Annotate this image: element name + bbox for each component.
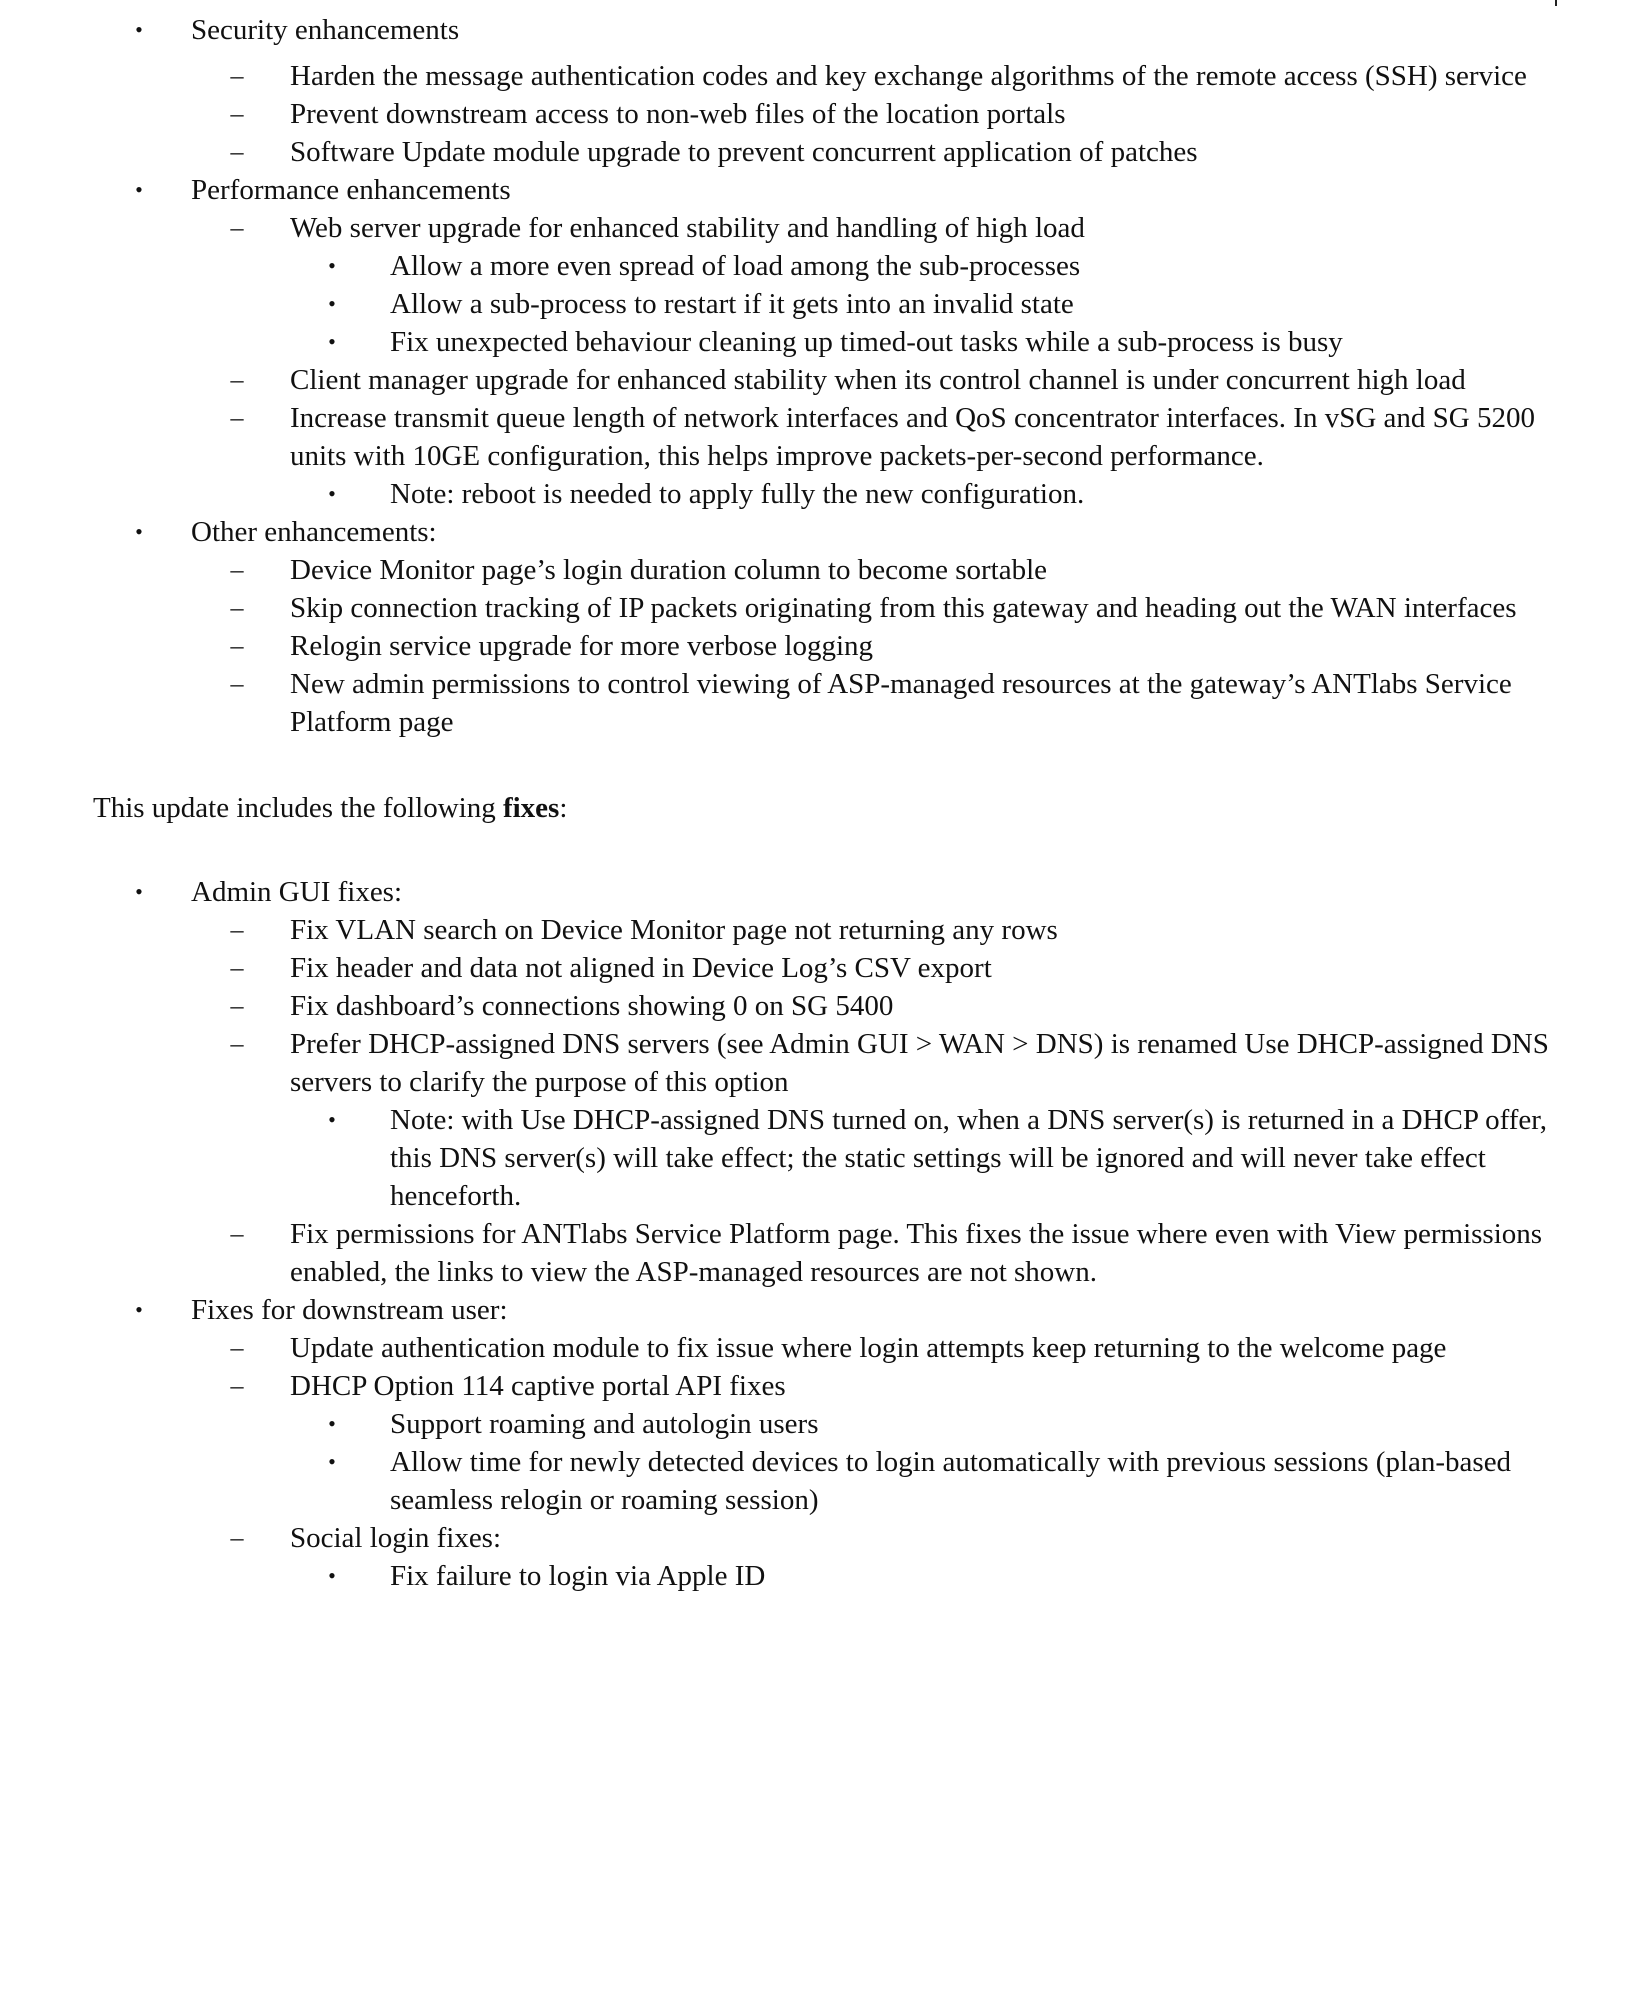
list-item	[0, 911, 1652, 949]
list-item-downstream	[0, 1291, 1652, 1329]
list-item-admin-gui	[0, 873, 1652, 911]
list-item	[0, 209, 1652, 247]
list-item	[0, 95, 1652, 133]
list-item	[0, 551, 1652, 589]
sub-list-item	[0, 1443, 1652, 1519]
bullet-icon: •	[328, 481, 336, 506]
item-text: Harden the message authentication codes and key exchange algorithms of the remote access (SSH) service	[290, 60, 1527, 92]
bullet-icon: •	[328, 1449, 336, 1474]
list-item	[0, 1025, 1652, 1101]
item-text: Social login fixes:	[290, 1522, 502, 1554]
item-text: Client manager upgrade for enhanced stability when its control channel is under concurrent high load	[290, 364, 1466, 396]
sub-item-text: Support roaming and autologin users	[390, 1408, 819, 1440]
list-item-other	[0, 513, 1652, 551]
dash-icon: –	[230, 1029, 244, 1058]
dash-icon: –	[230, 953, 244, 982]
bullet-icon: •	[135, 879, 143, 904]
dash-icon: –	[230, 61, 244, 90]
item-text: Fix permissions for ANTlabs Service Platform page. This fixes the issue where even with View permissions enabled, the links to view the ASP-managed resources are not shown.	[290, 1218, 1543, 1288]
sub-list-item	[0, 1101, 1652, 1215]
dash-icon: –	[230, 669, 244, 698]
list-item	[0, 399, 1652, 475]
bullet-icon: •	[135, 519, 143, 544]
item-text: Skip connection tracking of IP packets originating from this gateway and heading out the WAN interfaces	[290, 592, 1517, 624]
list-item	[0, 1367, 1652, 1405]
section-label: Other enhancements:	[191, 516, 437, 548]
dash-icon: –	[230, 631, 244, 660]
item-text: Prevent downstream access to non-web files of the location portals	[290, 98, 1066, 130]
sub-item-text: Allow a sub-process to restart if it gets into an invalid state	[390, 288, 1074, 320]
item-text: New admin permissions to control viewing of ASP-managed resources at the gateway’s ANTlabs Service Platform page	[290, 668, 1512, 738]
page-corner-mark	[1555, 0, 1557, 6]
list-item	[0, 361, 1652, 399]
list-item	[0, 949, 1652, 987]
item-text: Fix VLAN search on Device Monitor page not returning any rows	[290, 914, 1058, 946]
dash-icon: –	[230, 137, 244, 166]
list-item	[0, 1519, 1652, 1557]
sub-item-text: Note: with Use DHCP-assigned DNS turned on, when a DNS server(s) is returned in a DHCP offer, this DNS server(s) will take effect; the static settings will be ignored and will never take effect henceforth.	[390, 1104, 1548, 1212]
bullet-icon: •	[135, 177, 143, 202]
list-item	[0, 1215, 1652, 1291]
item-text: Software Update module upgrade to prevent concurrent application of patches	[290, 136, 1198, 168]
section-label: Admin GUI fixes:	[191, 876, 403, 908]
bullet-icon: •	[135, 17, 143, 42]
item-text: Fix header and data not aligned in Device Log’s CSV export	[290, 952, 992, 984]
sub-list-item	[0, 285, 1652, 323]
sub-item-text: Note: reboot is needed to apply fully the new configuration.	[390, 478, 1085, 510]
item-text: Fix dashboard’s connections showing 0 on SG 5400	[290, 990, 894, 1022]
bullet-icon: •	[328, 291, 336, 316]
item-text: Web server upgrade for enhanced stability and handling of high load	[290, 212, 1085, 244]
section-label: Fixes for downstream user:	[191, 1294, 508, 1326]
dash-icon: –	[230, 1371, 244, 1400]
bullet-icon: •	[328, 253, 336, 278]
enhancements-list	[0, 11, 1652, 741]
sub-item-text: Allow a more even spread of load among the sub-processes	[390, 250, 1081, 282]
bullet-icon: •	[328, 1563, 336, 1588]
list-item	[0, 1329, 1652, 1367]
item-text: DHCP Option 114 captive portal API fixes	[290, 1370, 786, 1402]
bullet-icon: •	[328, 1411, 336, 1436]
bullet-icon: •	[328, 1107, 336, 1132]
list-item	[0, 665, 1652, 741]
dash-icon: –	[230, 213, 244, 242]
section-label: Performance enhancements	[191, 174, 511, 206]
item-text: Relogin service upgrade for more verbose logging	[290, 630, 874, 662]
sub-list-item	[0, 247, 1652, 285]
dash-icon: –	[230, 365, 244, 394]
dash-icon: –	[230, 593, 244, 622]
fixes-intro-suffix: :	[559, 792, 568, 824]
section-label: Security enhancements	[191, 14, 460, 46]
dash-icon: –	[230, 991, 244, 1020]
list-item-security	[0, 11, 1652, 49]
dash-icon: –	[230, 99, 244, 128]
sub-item-text: Fix unexpected behaviour cleaning up timed-out tasks while a sub-process is busy	[390, 326, 1343, 358]
sub-list-item	[0, 1557, 1652, 1595]
dash-icon: –	[230, 1333, 244, 1362]
item-text: Prefer DHCP-assigned DNS servers (see Admin GUI > WAN > DNS) is renamed Use DHCP-assigned DNS servers to clarify the purpose of this option	[290, 1028, 1549, 1098]
fixes-intro	[0, 789, 1652, 827]
dash-icon: –	[230, 1219, 244, 1248]
fixes-list	[0, 873, 1652, 1595]
sub-item-text: Fix failure to login via Apple ID	[390, 1560, 766, 1592]
list-item-performance	[0, 171, 1652, 209]
sub-list-item	[0, 1405, 1652, 1443]
list-item	[0, 57, 1652, 95]
sub-list-item	[0, 323, 1652, 361]
fixes-intro-prefix: This update includes the following	[93, 792, 503, 824]
list-item	[0, 589, 1652, 627]
bullet-icon: •	[328, 329, 336, 354]
bullet-icon: •	[135, 1297, 143, 1322]
item-text: Increase transmit queue length of network interfaces and QoS concentrator interfaces. In vSG and SG 5200 units with 10GE configuration, this helps improve packets-per-second performance.	[290, 402, 1535, 472]
dash-icon: –	[230, 915, 244, 944]
dash-icon: –	[230, 555, 244, 584]
dash-icon: –	[230, 403, 244, 432]
list-item	[0, 133, 1652, 171]
item-text: Update authentication module to fix issue where login attempts keep returning to the welcome page	[290, 1332, 1447, 1364]
list-item	[0, 627, 1652, 665]
sub-item-text: Allow time for newly detected devices to login automatically with previous sessions (plan-based seamless relogin or roaming session)	[390, 1446, 1512, 1516]
fixes-intro-bold: fixes	[502, 792, 560, 824]
item-text: Device Monitor page’s login duration column to become sortable	[290, 554, 1048, 586]
list-item	[0, 987, 1652, 1025]
dash-icon: –	[230, 1523, 244, 1552]
sub-list-item	[0, 475, 1652, 513]
